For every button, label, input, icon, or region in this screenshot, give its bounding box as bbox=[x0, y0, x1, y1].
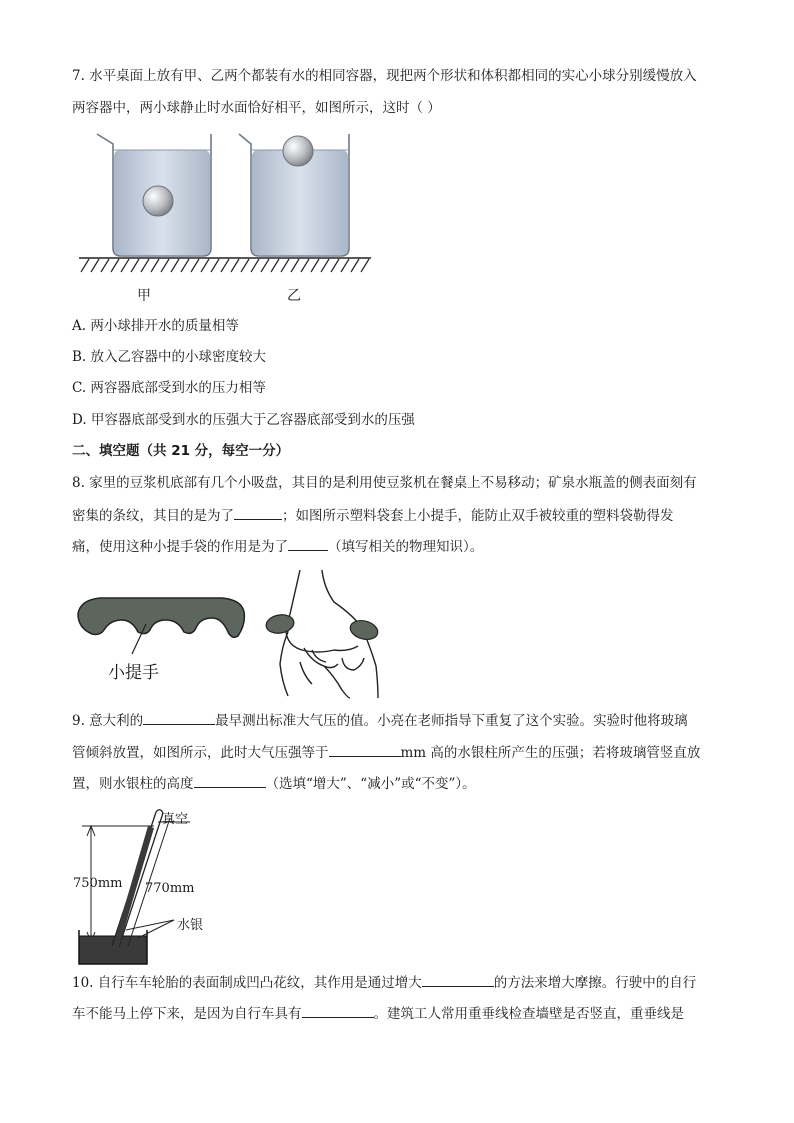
q9-blank-1[interactable] bbox=[143, 710, 215, 725]
label-mercury: 水银 bbox=[177, 918, 204, 933]
label-750mm: 750mm bbox=[73, 876, 123, 891]
q10-blank-1[interactable] bbox=[422, 972, 494, 987]
q7-option-c: C. 两容器底部受到水的压力相等 bbox=[72, 380, 266, 396]
handle-end-right bbox=[348, 618, 380, 643]
q9-blank-2[interactable] bbox=[329, 742, 401, 757]
label-770mm: 770mm bbox=[145, 881, 195, 896]
q7-stem-line1: 7. 水平桌面上放有甲、乙两个都装有水的相同容器，现把两个形状和体积都相同的实心小球分别缓慢放入 bbox=[72, 68, 697, 84]
q8-stem-line1: 8. 家里的豆浆机底部有几个小吸盘，其目的是利用使豆浆机在餐桌上不易移动；矿泉水瓶盖的侧表面刻有 bbox=[72, 475, 697, 491]
label-yi: 乙 bbox=[287, 288, 301, 304]
mercury-dish bbox=[79, 936, 147, 964]
q9-text-1b: 最早测出标准大气压的值。小亮在老师指导下重复了这个实验。实验时他将玻璃 bbox=[215, 713, 688, 729]
q9-text-3a: 置，则水银柱的高度 bbox=[72, 776, 194, 792]
q9-stem-line2 bbox=[72, 742, 700, 763]
mercury-pointer-2 bbox=[138, 920, 174, 938]
q9-stem-line3 bbox=[72, 773, 476, 794]
q10-text-2a: 车不能马上停下来，是因为自行车具有 bbox=[72, 1006, 302, 1022]
q10-text-2b: 。建筑工人常用重垂线检查墙壁是否竖直，重垂线是 bbox=[373, 1006, 684, 1022]
label-vacuum: 真空 bbox=[162, 812, 189, 827]
ball-yi bbox=[283, 136, 313, 166]
q8-stem-line2 bbox=[72, 505, 674, 526]
q8-text-3b: （填写相关的物理知识）。 bbox=[328, 539, 484, 555]
q9-text-1a: 9. 意大利的 bbox=[72, 713, 144, 729]
q9-text-3b: （选填“增大”、“减小”或“不变”）。 bbox=[265, 776, 476, 792]
q8-blank-1[interactable] bbox=[234, 505, 282, 520]
q10-blank-2[interactable] bbox=[302, 1003, 374, 1018]
section-heading: 二、填空题（共 21 分，每空一分） bbox=[72, 443, 290, 459]
handle-end-left bbox=[265, 613, 296, 636]
q7-stem-line2: 两容器中，两小球静止时水面恰好相平，如图所示，这时（ ） bbox=[72, 100, 441, 116]
q7-option-b: B. 放入乙容器中的小球密度较大 bbox=[72, 349, 267, 365]
q7-option-a: A. 两小球排开水的质量相等 bbox=[72, 318, 239, 334]
q8-stem-line3 bbox=[72, 536, 483, 557]
q10-stem-line1 bbox=[72, 972, 696, 993]
ball-jia bbox=[143, 186, 173, 216]
q8-text-3a: 痛，使用这种小提手袋的作用是为了 bbox=[72, 539, 288, 555]
q9-text-2b: mm 高的水银柱所产生的压强；若将玻璃管竖直放 bbox=[400, 745, 701, 761]
mercury-pointer-1 bbox=[126, 920, 174, 930]
q9-text-2a: 管倾斜放置，如图所示，此时大气压强等于 bbox=[72, 745, 329, 761]
q8-text-2a: 密集的条纹，其目的是为了 bbox=[72, 508, 234, 524]
label-handle: 小提手 bbox=[108, 663, 159, 683]
q7-option-d: D. 甲容器底部受到水的压强大于乙容器底部受到水的压强 bbox=[72, 412, 415, 428]
q9-stem-line1 bbox=[72, 710, 688, 731]
beaker-jia bbox=[97, 134, 211, 256]
q8-blank-2[interactable] bbox=[288, 536, 328, 551]
label-jia: 甲 bbox=[137, 288, 151, 304]
q10-text-1b: 的方法来增大摩擦。行驶中的自行 bbox=[493, 975, 697, 991]
table-hatching bbox=[81, 259, 369, 272]
beaker-yi bbox=[239, 134, 349, 256]
q7-beakers-figure bbox=[75, 128, 375, 278]
q10-text-1a: 10. 自行车车轮胎的表面制成凹凸花纹，其作用是通过增大 bbox=[72, 975, 422, 991]
q10-stem-line2 bbox=[72, 1003, 684, 1024]
q8-text-2b: ；如图所示塑料袋套上小提手，能防止双手被较重的塑料袋勒得发 bbox=[282, 508, 674, 524]
handle-shape bbox=[78, 598, 244, 637]
q9-blank-3[interactable] bbox=[194, 773, 266, 788]
